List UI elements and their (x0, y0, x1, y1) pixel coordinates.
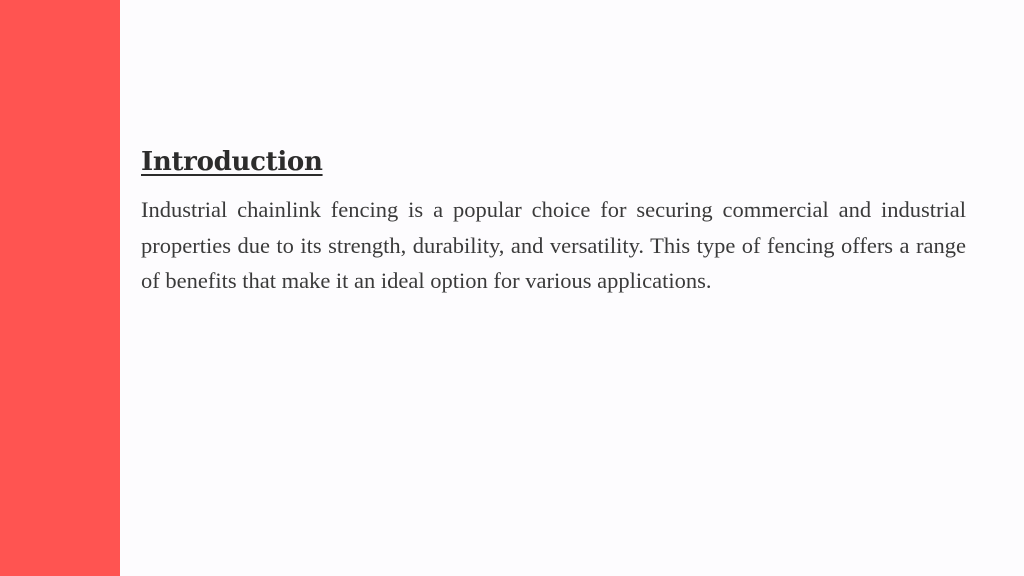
section-heading: Introduction (141, 147, 323, 177)
body-paragraph: Industrial chainlink fencing is a popular choice for securing commercial and industrial properties due to its strength, durability, and versatility. This type of fencing offers a range of benefits that make it an ideal option for various applications. (141, 197, 966, 293)
accent-bar (0, 0, 120, 576)
content-block (141, 144, 966, 299)
